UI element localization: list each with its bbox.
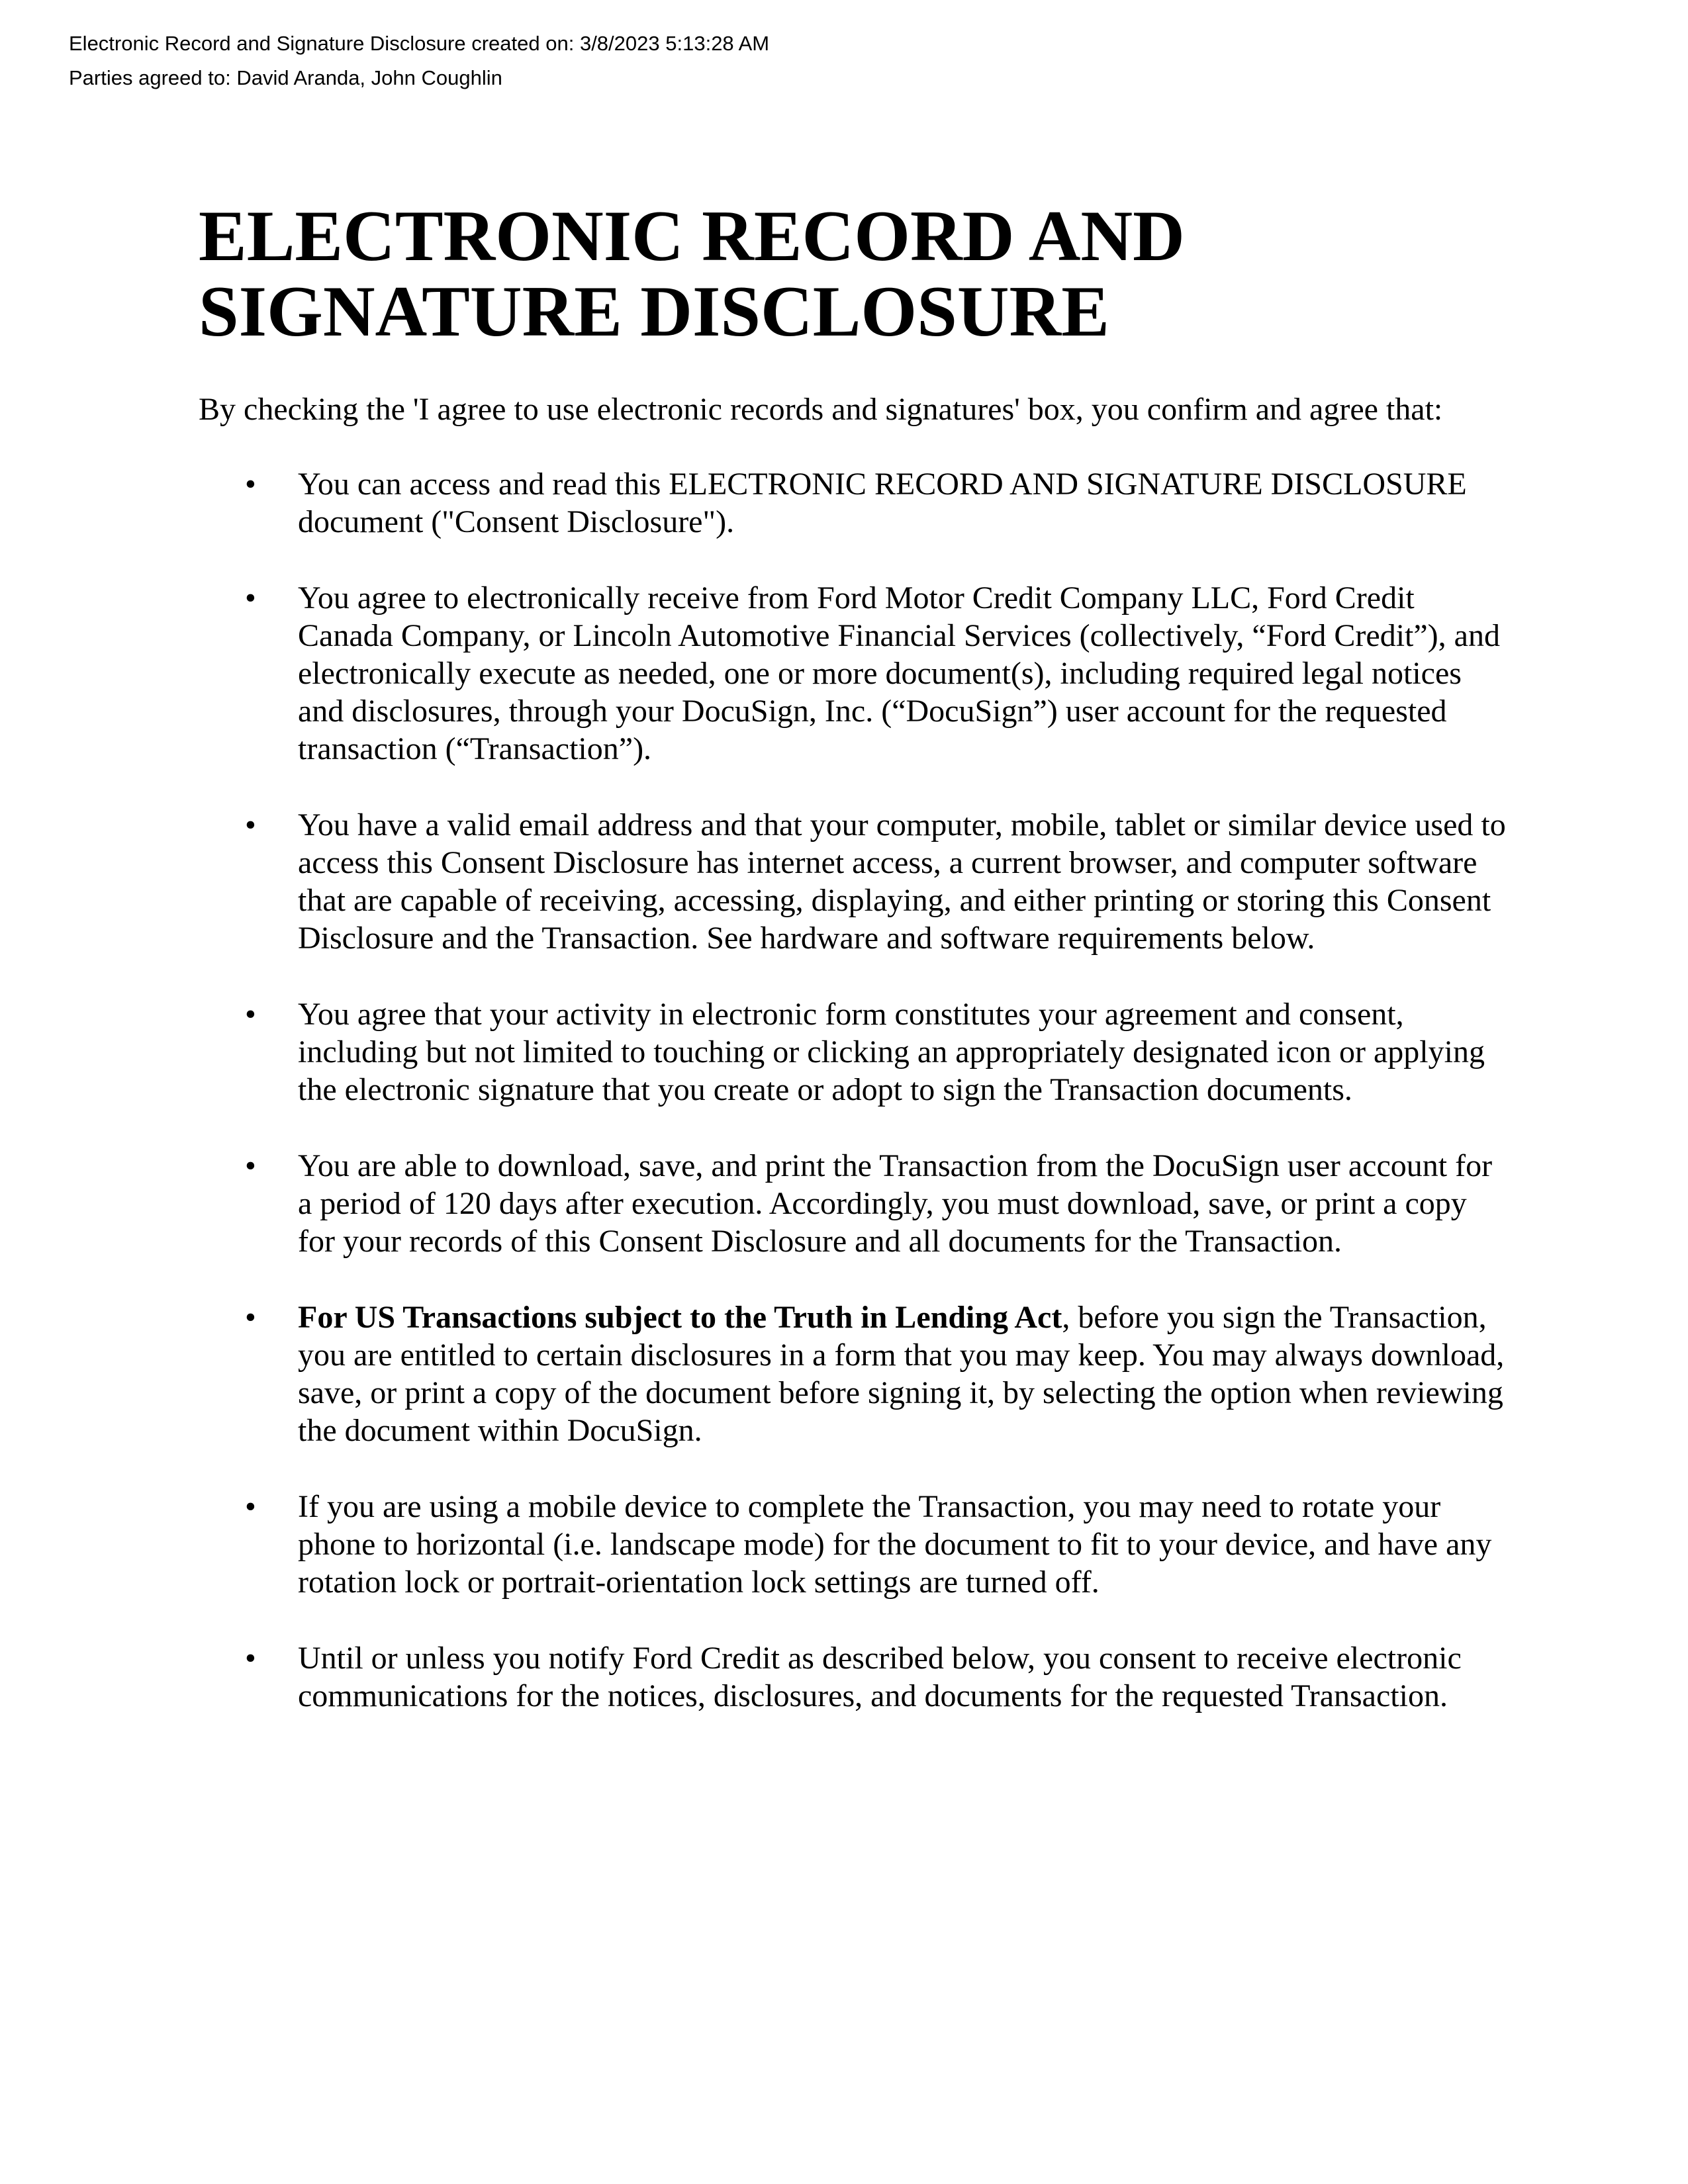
bullet-icon: •: [245, 997, 256, 1032]
list-item: [199, 995, 1509, 1109]
parties-line: Parties agreed to: David Aranda, John Coughlin: [69, 66, 502, 89]
title-line-1: ELECTRONIC RECORD AND: [199, 196, 1185, 276]
page-header: [69, 26, 769, 95]
bullet-icon: •: [245, 1148, 256, 1183]
created-line: Electronic Record and Signature Disclosure created on: 3/8/2023 5:13:28 AM: [69, 32, 770, 55]
document-title: [199, 196, 1324, 351]
bullet-list: [199, 465, 1509, 1715]
list-item: [199, 806, 1509, 957]
bullet-text: You have a valid email address and that your computer, mobile, tablet or similar device used to access this Consent Disclosure has internet access, a current browser, and computer software that are capable of receiving, accessing, displaying, and either printing or storing this Consent Disclosure and the Transaction. See hardware and software requirements below.: [298, 807, 1506, 956]
bullet-text: Until or unless you notify Ford Credit as described below, you consent to receive electronic communications for the notices, disclosures, and documents for the requested Transaction.: [298, 1641, 1462, 1713]
list-item: [199, 1147, 1509, 1260]
document-body: [199, 196, 1509, 1753]
bullet-icon: •: [245, 1300, 256, 1335]
bullet-icon: •: [245, 1641, 256, 1676]
bullet-text: You agree to electronically receive from Ford Motor Credit Company LLC, Ford Credit Canada Company, or Lincoln Automotive Financial Services (collectively, “Ford Credit”), and electronically execute as needed, one or more document(s), including required legal notices and disclosures, through your DocuSign, Inc. (“DocuSign”) user account for the requested transaction (“Transaction”).: [298, 580, 1500, 766]
bullet-text: You can access and read this ELECTRONIC RECORD AND SIGNATURE DISCLOSURE document ("Consent Disclosure").: [298, 467, 1467, 539]
bullet-icon: •: [245, 1489, 256, 1524]
bullet-icon: •: [245, 467, 256, 502]
list-item: [199, 1298, 1509, 1449]
title-line-2: SIGNATURE DISCLOSURE: [199, 271, 1109, 351]
bullet-text: , before you sign the Transaction, you are entitled to certain disclosures in a form that you may keep. You may always download, save, or print a copy of the document before signing it, by selecting the option when reviewing the document within DocuSign.: [298, 1300, 1505, 1448]
bullet-text: If you are using a mobile device to complete the Transaction, you may need to rotate your phone to horizontal (i.e. landscape mode) for the document to fit to your device, and have any rotation lock or portrait-orientation lock settings are turned off.: [298, 1489, 1492, 1600]
bullet-icon: •: [245, 807, 256, 842]
bullet-bold-text: For US Transactions subject to the Truth in Lending Act: [298, 1300, 1062, 1335]
list-item: [199, 465, 1509, 541]
list-item: [199, 1639, 1509, 1715]
bullet-text: You agree that your activity in electronic form constitutes your agreement and consent, including but not limited to touching or clicking an appropriately designated icon or applying the electronic signature that you create or adopt to sign the Transaction documents.: [298, 997, 1485, 1107]
list-item: [199, 1488, 1509, 1601]
list-item: [199, 579, 1509, 768]
bullet-text: You are able to download, save, and print the Transaction from the DocuSign user account for a period of 120 days after execution. Accordingly, you must download, save, or print a copy for your records of this Consent Disclosure and all documents for the Transaction.: [298, 1148, 1493, 1259]
bullet-icon: •: [245, 580, 256, 615]
intro-paragraph: By checking the 'I agree to use electronic records and signatures' box, you confirm and agree that:: [199, 392, 1443, 427]
